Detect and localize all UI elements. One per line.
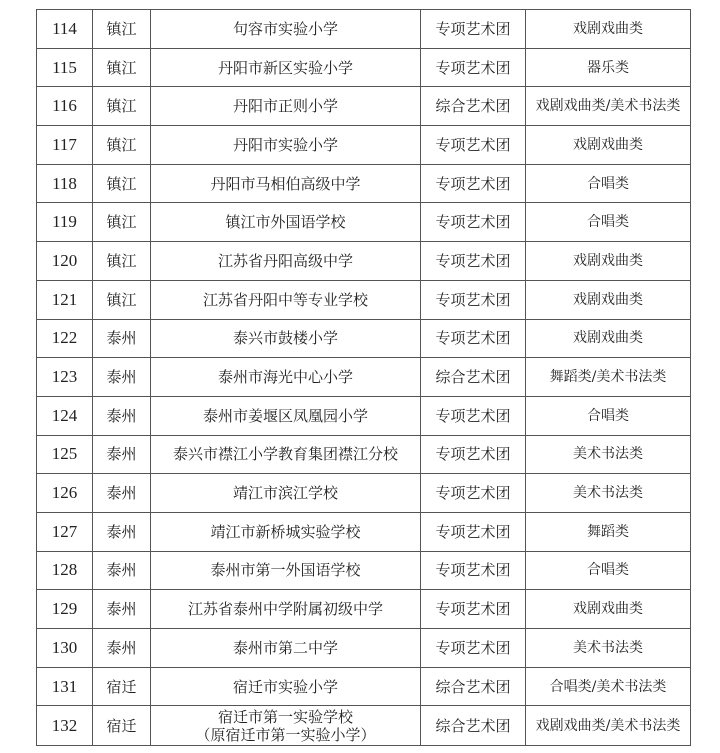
row-number: 130 [37,629,93,668]
city-cell: 镇江 [93,10,151,49]
row-number: 127 [37,512,93,551]
city-cell: 泰州 [93,435,151,474]
category-cell: 美术书法类 [526,474,691,513]
table-row [37,87,691,126]
troupe-type-cell: 专项艺术团 [421,48,526,87]
school-art-troupe-table [36,9,691,746]
school-cell: 江苏省泰州中学附属初级中学 [151,590,421,629]
school-cell: 句容市实验小学 [151,10,421,49]
category-cell: 美术书法类 [526,435,691,474]
table-row [37,396,691,435]
school-cell: 镇江市外国语学校 [151,203,421,242]
row-number: 116 [37,87,93,126]
row-number: 114 [37,10,93,49]
row-number: 132 [37,706,93,746]
table-row [37,551,691,590]
category-cell: 美术书法类 [526,629,691,668]
school-cell: 靖江市新桥城实验学校 [151,512,421,551]
troupe-type-cell: 综合艺术团 [421,358,526,397]
table-row [37,667,691,706]
school-cell: 江苏省丹阳中等专业学校 [151,280,421,319]
school-cell: 宿迁市实验小学 [151,667,421,706]
troupe-type-cell: 专项艺术团 [421,164,526,203]
table-row [37,280,691,319]
row-number: 125 [37,435,93,474]
school-cell: 靖江市滨江学校 [151,474,421,513]
row-number: 119 [37,203,93,242]
table-row [37,10,691,49]
city-cell: 镇江 [93,126,151,165]
school-cell: 泰兴市鼓楼小学 [151,319,421,358]
school-cell: 泰州市姜堰区凤凰园小学 [151,396,421,435]
table-row [37,358,691,397]
city-cell: 宿迁 [93,706,151,746]
troupe-type-cell: 专项艺术团 [421,551,526,590]
table-row [37,512,691,551]
troupe-type-cell: 专项艺术团 [421,10,526,49]
troupe-type-cell: 专项艺术团 [421,319,526,358]
troupe-type-cell: 专项艺术团 [421,629,526,668]
category-cell: 戏剧戏曲类/美术书法类 [526,87,691,126]
school-cell [151,706,421,746]
school-name-line1: 宿迁市第一实验学校 [217,707,353,726]
city-cell: 镇江 [93,242,151,281]
city-cell: 泰州 [93,358,151,397]
city-cell: 泰州 [93,590,151,629]
category-cell: 合唱类/美术书法类 [526,667,691,706]
row-number: 117 [37,126,93,165]
school-cell: 丹阳市新区实验小学 [151,48,421,87]
city-cell: 泰州 [93,396,151,435]
category-cell: 戏剧戏曲类 [526,280,691,319]
table-row-132 [37,706,691,746]
category-cell: 合唱类 [526,164,691,203]
troupe-type-cell: 综合艺术团 [421,667,526,706]
table-body [37,10,691,746]
school-cell: 泰州市海光中心小学 [151,358,421,397]
row-number: 126 [37,474,93,513]
troupe-type-cell: 专项艺术团 [421,280,526,319]
category-cell: 器乐类 [526,48,691,87]
school-cell: 泰州市第二中学 [151,629,421,668]
row-number: 123 [37,358,93,397]
row-number: 118 [37,164,93,203]
category-cell: 戏剧戏曲类/美术书法类 [526,706,691,746]
troupe-type-cell: 专项艺术团 [421,512,526,551]
school-cell: 泰州市第一外国语学校 [151,551,421,590]
category-cell: 合唱类 [526,396,691,435]
table-row [37,164,691,203]
city-cell: 镇江 [93,280,151,319]
row-number: 129 [37,590,93,629]
troupe-type-cell: 专项艺术团 [421,396,526,435]
school-cell: 泰兴市襟江小学教育集团襟江分校 [151,435,421,474]
city-cell: 镇江 [93,203,151,242]
city-cell: 泰州 [93,512,151,551]
category-cell: 戏剧戏曲类 [526,242,691,281]
troupe-type-cell: 综合艺术团 [421,87,526,126]
category-cell: 戏剧戏曲类 [526,590,691,629]
city-cell: 镇江 [93,48,151,87]
category-cell: 戏剧戏曲类 [526,126,691,165]
table-row [37,474,691,513]
category-cell: 舞蹈类/美术书法类 [526,358,691,397]
category-cell: 戏剧戏曲类 [526,10,691,49]
table-row [37,435,691,474]
table-row [37,48,691,87]
troupe-type-cell: 专项艺术团 [421,435,526,474]
city-cell: 镇江 [93,87,151,126]
school-cell: 丹阳市马相伯高级中学 [151,164,421,203]
table-row [37,126,691,165]
row-number: 131 [37,667,93,706]
troupe-type-cell: 专项艺术团 [421,126,526,165]
troupe-type-cell: 专项艺术团 [421,590,526,629]
table-row [37,203,691,242]
row-number: 124 [37,396,93,435]
city-cell: 泰州 [93,319,151,358]
table-row [37,590,691,629]
category-cell: 戏剧戏曲类 [526,319,691,358]
category-cell: 舞蹈类 [526,512,691,551]
table-row [37,629,691,668]
city-cell: 宿迁 [93,667,151,706]
category-cell: 合唱类 [526,551,691,590]
troupe-type-cell: 综合艺术团 [421,706,526,746]
city-cell: 泰州 [93,551,151,590]
school-cell: 江苏省丹阳高级中学 [151,242,421,281]
school-cell: 丹阳市正则小学 [151,87,421,126]
row-number: 120 [37,242,93,281]
city-cell: 泰州 [93,629,151,668]
row-number: 122 [37,319,93,358]
troupe-type-cell: 专项艺术团 [421,242,526,281]
school-name-line2: （原宿迁市第一实验小学） [195,725,376,744]
table-row [37,319,691,358]
troupe-type-cell: 专项艺术团 [421,203,526,242]
category-cell: 合唱类 [526,203,691,242]
school-cell: 丹阳市实验小学 [151,126,421,165]
row-number: 121 [37,280,93,319]
row-number: 128 [37,551,93,590]
row-number: 115 [37,48,93,87]
city-cell: 镇江 [93,164,151,203]
table-row [37,242,691,281]
city-cell: 泰州 [93,474,151,513]
troupe-type-cell: 专项艺术团 [421,474,526,513]
